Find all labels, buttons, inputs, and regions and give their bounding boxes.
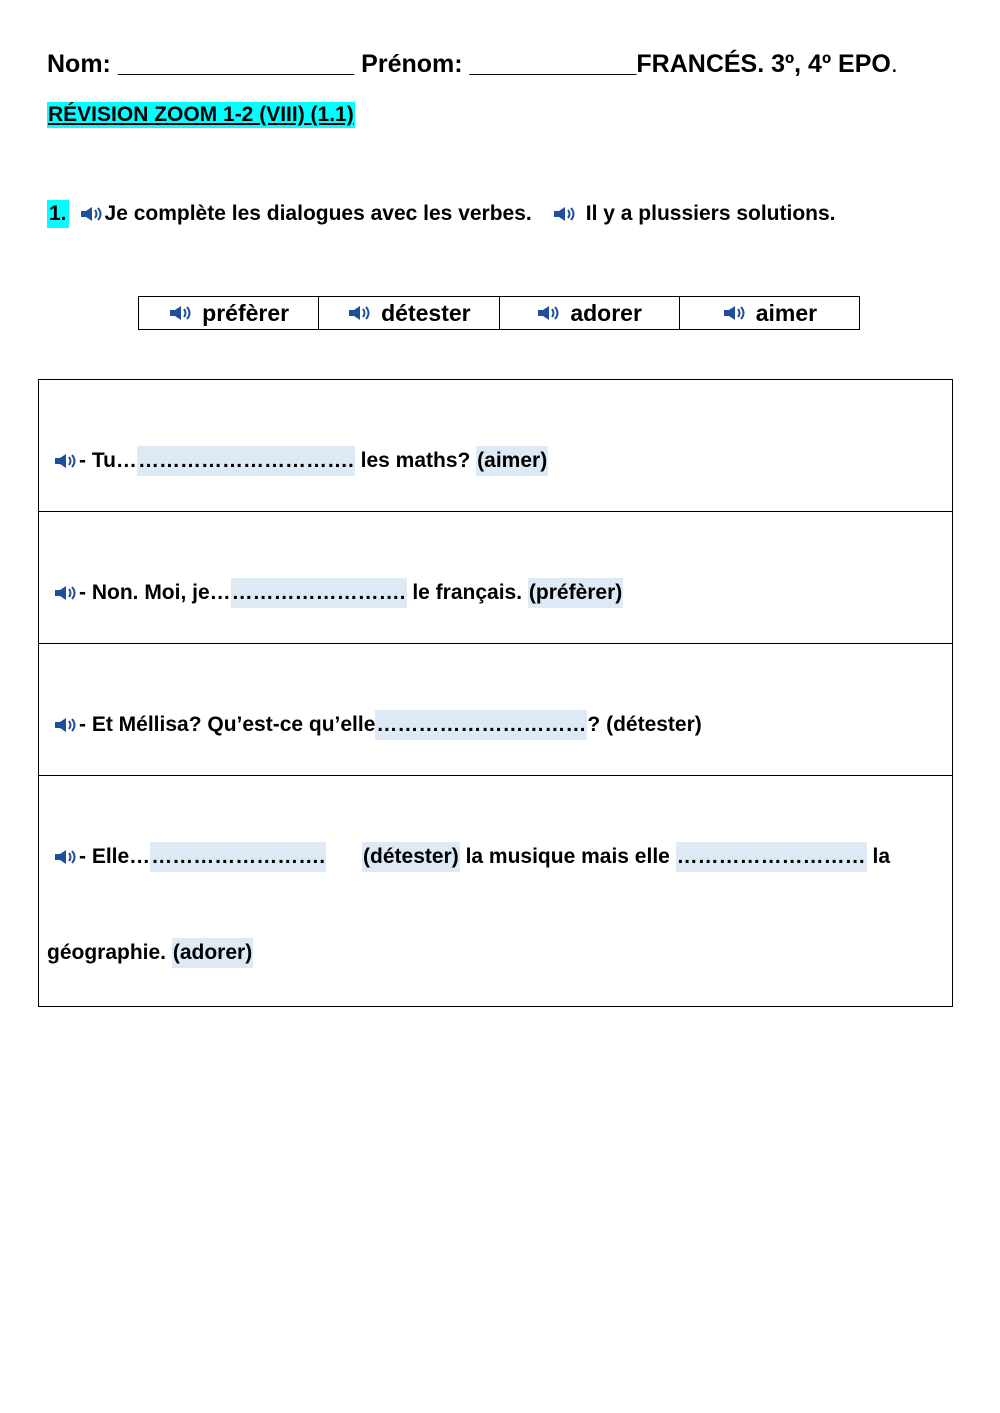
verb-cell (139, 297, 319, 329)
instruction-text: Je complète les dialogues avec les verbes. (104, 202, 532, 225)
instruction-note: Il y a plussiers solutions. (585, 202, 836, 225)
dialogue-text: les maths? (354, 449, 477, 472)
dialogue-text: - Non. Moi, je… (79, 581, 231, 604)
header-line (47, 50, 898, 79)
speaker-icon[interactable] (53, 848, 79, 866)
verb-bank (138, 296, 860, 330)
verb-label: aimer (755, 299, 818, 326)
dialogue-text: - Et Méllisa? Qu’est-ce qu’elle (79, 713, 376, 736)
dialogue-text: géographie. (47, 941, 172, 964)
speaker-icon[interactable] (347, 304, 373, 322)
course-label: FRANCÉS. 3º, 4º EPO (636, 50, 891, 78)
dialogue-line (53, 578, 623, 608)
verb-hint: (préfèrer) (528, 578, 623, 608)
prenom-label: Prénom: (361, 50, 463, 78)
exercise-instruction (47, 200, 836, 228)
dialogue-text: - Tu… (79, 449, 137, 472)
dialogue-row (39, 776, 952, 1006)
dialogue-table (38, 379, 953, 1007)
speaker-icon[interactable] (722, 304, 748, 322)
speaker-icon[interactable] (53, 584, 79, 602)
verb-hint: (adorer) (172, 938, 253, 968)
verb-label: adorer (570, 299, 642, 326)
speaker-icon[interactable] (536, 304, 562, 322)
subtitle: RÉVISION ZOOM 1-2 (VIII) (1.1) (48, 103, 354, 126)
verb-hint: (détester) (362, 842, 460, 872)
verb-cell (680, 297, 859, 329)
prenom-field[interactable]: ____________ (469, 50, 637, 78)
dialogue-line (53, 446, 548, 476)
dialogue-text: le français. (406, 581, 528, 604)
verb-label: préfèrer (202, 299, 290, 326)
speaker-icon[interactable] (168, 304, 194, 322)
header-period: . (890, 50, 898, 78)
verb-cell (319, 297, 499, 329)
dialogue-line (53, 842, 890, 872)
exercise-number: 1. (47, 200, 69, 228)
dialogue-row (39, 512, 952, 644)
answer-field[interactable]: ………………………… (375, 710, 587, 740)
dialogue-line (53, 710, 702, 740)
verb-label: détester (381, 299, 471, 326)
speaker-icon[interactable] (53, 452, 79, 470)
dialogue-text: la musique mais elle (459, 845, 676, 868)
answer-field[interactable]: …………………………. (137, 446, 355, 476)
verb-cell (500, 297, 680, 329)
nom-label: Nom: (47, 50, 111, 78)
speaker-icon[interactable] (552, 205, 578, 223)
answer-field[interactable]: ……………………. (150, 842, 326, 872)
nom-field[interactable]: _________________ (117, 50, 355, 78)
dialogue-row (39, 380, 952, 512)
verb-hint: (aimer) (476, 446, 548, 476)
answer-field[interactable]: ……………………… (676, 842, 867, 872)
speaker-icon[interactable] (79, 205, 105, 223)
dialogue-line (47, 938, 253, 968)
answer-field[interactable]: ……………………. (231, 578, 407, 608)
dialogue-text: la (866, 845, 891, 868)
dialogue-row (39, 644, 952, 776)
dialogue-text: - Elle… (79, 845, 151, 868)
dialogue-text: ? (détester) (587, 713, 702, 736)
speaker-icon[interactable] (53, 716, 79, 734)
